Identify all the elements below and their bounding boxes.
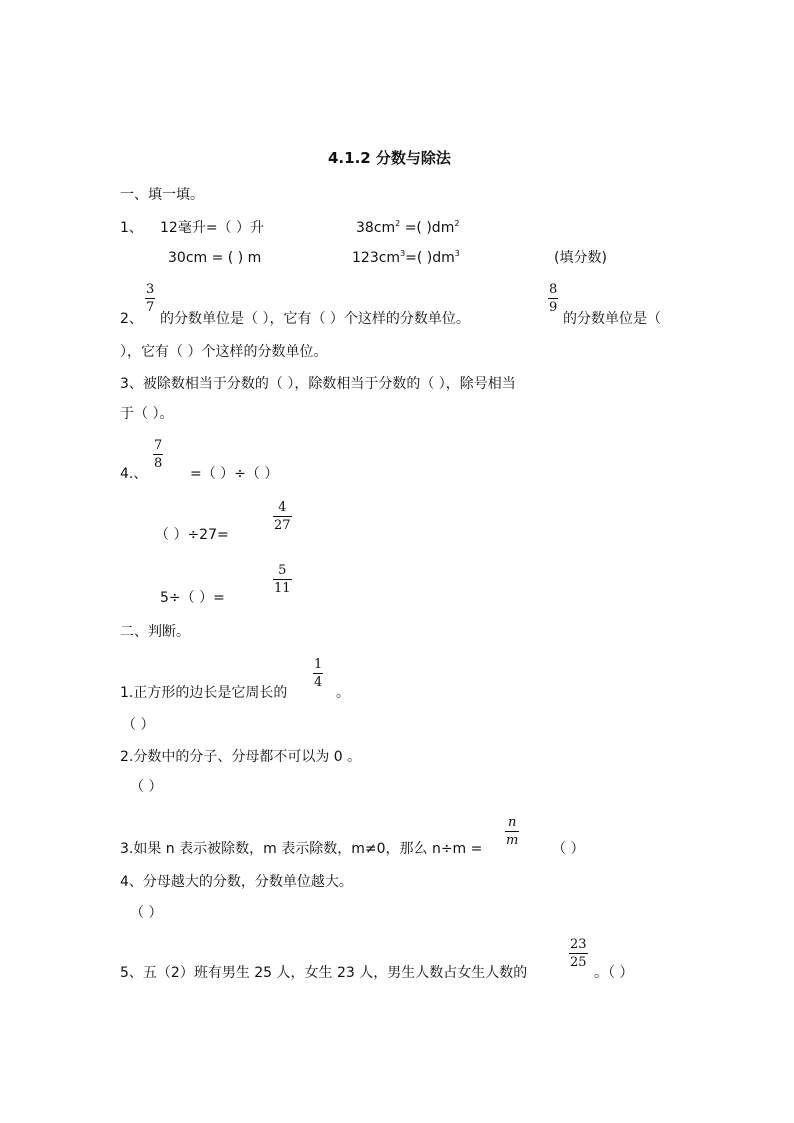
q4-line-1: =（ ）÷（ ）: [190, 466, 279, 482]
q4-fraction-5-11: 5 11: [274, 563, 291, 596]
q1-item-a: 12毫升=（ ）升: [160, 220, 264, 236]
j3-fraction-n-m: n m: [506, 815, 519, 848]
j3-answer-paren: （ ）: [552, 841, 585, 857]
j5-text: 5、五（2）班有男生 25 人，女生 23 人，男生人数占女生人数的: [120, 965, 528, 981]
q4-fraction-4-27: 4 27: [274, 500, 291, 533]
q1-fill-fraction-note: (填分数): [554, 250, 607, 266]
j2-text: 2.分数中的分子、分母都不可以为 0 。: [120, 749, 362, 765]
j1-answer-paren: （ ）: [122, 717, 155, 733]
q2-line-2: ），它有（ ）个这样的分数单位。: [120, 344, 328, 360]
j5-answer-paren: 。（ ）: [594, 965, 634, 981]
q4-line-3: 5÷（ ）=: [160, 590, 225, 606]
j1-period: 。: [336, 685, 350, 701]
q2-text-2: 的分数单位是（: [563, 311, 661, 327]
q3-line-1: 3、被除数相当于分数的（ ），除数相当于分数的（ ），除号相当: [120, 376, 516, 392]
j4-answer-paren: （ ）: [130, 905, 163, 921]
q1-number: 1、: [120, 220, 143, 236]
q1-item-c: 30cm = ( ) m: [168, 250, 262, 266]
section-heading-judge: 二、判断。: [120, 624, 190, 640]
q4-line-2: （ ）÷27=: [155, 527, 229, 543]
j4-text: 4、分母越大的分数，分数单位越大。: [120, 874, 353, 890]
q4-prefix: 4.、: [120, 466, 148, 482]
j2-answer-paren: （ ）: [130, 779, 163, 795]
q4-fraction-7-8: 7 8: [154, 438, 163, 471]
j1-fraction-1-4: 1 4: [314, 657, 323, 690]
j1-text: 1.正方形的边长是它周长的: [120, 685, 288, 701]
page-title: 4.1.2 分数与除法: [328, 149, 451, 167]
j3-text: 3.如果 n 表示被除数，m 表示除数，m≠0，那么 n÷m =: [120, 841, 483, 857]
q2-prefix: 2、: [120, 311, 143, 327]
q1-item-b: $38cm^2$ =( )$dm^2$: [356, 219, 460, 236]
q1-item-d: $123cm^3=$( )$dm^3$: [352, 249, 460, 266]
q3-line-2: 于（ ）。: [120, 406, 174, 422]
j5-fraction-23-25: 23 25: [570, 937, 587, 970]
q2-fraction-3-7: 3 7: [146, 282, 155, 315]
section-heading-fill: 一、填一填。: [120, 187, 204, 203]
q2-fraction-8-9: 8 9: [549, 282, 558, 315]
q2-text-1: 的分数单位是（ ），它有（ ）个这样的分数单位。: [160, 311, 470, 327]
